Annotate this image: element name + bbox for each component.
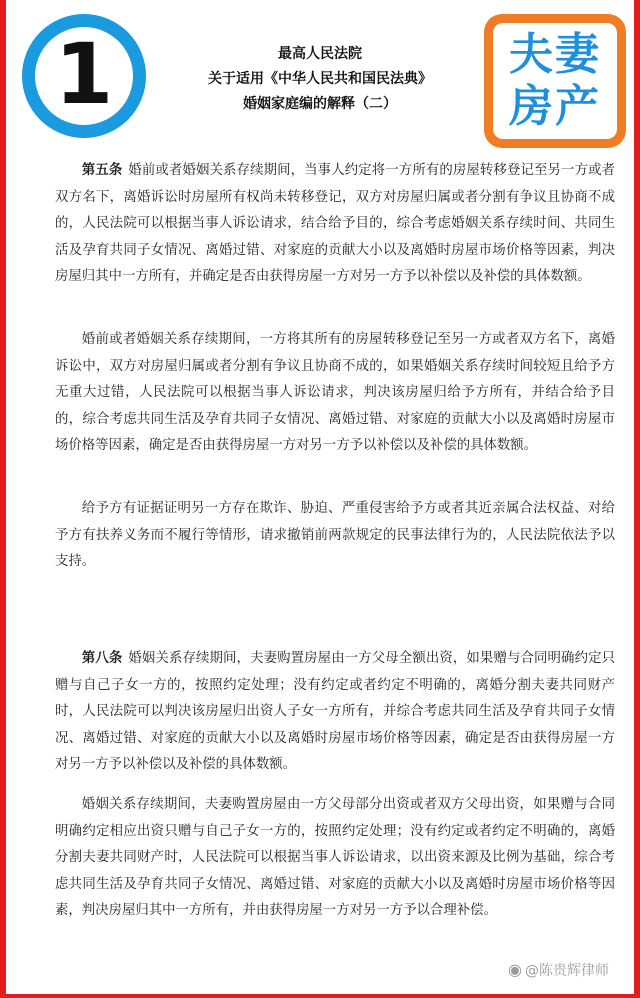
weibo-icon: ◉ xyxy=(508,960,522,979)
watermark-text: @陈贵辉律师 xyxy=(524,963,609,979)
paragraph-text: 婚前或者婚姻关系存续期间，一方将其所有的房屋转移登记至另一方或者双方名下，离婚诉讼中，双方对房屋归属或者分割有争议且协商不成的，如果婚姻关系存续时间较短且给予方无重大过错，人民法院可以根据当事人诉讼请求，判决该房屋归给予方所有，并结合给予目的，综合考虑共同生活及孕育共同子女情况、离婚过错、对家庭的贡献大小以及离婚时房屋市场价格等因素，确定是否由获得房屋一方对另一方予以补偿以及补偿的具体数额。 xyxy=(55,332,615,453)
header-line-2: 关于适用《中华人民共和国民法典》 xyxy=(208,71,432,87)
paragraph-text: 给予方有证据证明另一方存在欺诈、胁迫、严重侵害给予方或者其近亲属合法权益、对给予方有扶养义务而不履行等情形，请求撤销前两款规定的民事法律行为的，人民法院依法予以支持。 xyxy=(55,501,615,569)
article-paragraph xyxy=(55,158,615,291)
article-title: 第八条 xyxy=(81,651,123,666)
logo-line-1: 夫妻 xyxy=(509,29,601,80)
number-badge xyxy=(22,14,146,138)
paragraph-text: 婚前或者婚姻关系存续期间，当事人约定将一方所有的房屋转移登记至另一方或者双方名下，离婚诉讼时房屋所有权尚未转移登记，双方对房屋归属或者分割有争议且协商不成的，人民法院可以根据当事人诉讼请求，结合给予目的，综合考虑婚姻关系存续时间、共同生活及孕育共同子女情况、离婚过错、对家庭的贡献大小以及离婚时房屋市场价格等因素，判决房屋归其中一方所有，并确定是否由获得房屋一方对另一方予以补偿以及补偿的具体数额。 xyxy=(55,163,616,284)
article-title: 第五条 xyxy=(81,163,123,178)
bottom-border xyxy=(0,994,640,998)
weibo-watermark xyxy=(508,960,609,980)
paragraph-text: 婚姻关系存续期间，夫妻购置房屋由一方父母全额出资，如果赠与合同明确约定只赠与自己子女一方的，按照约定处理；没有约定或者约定不明确的，离婚分割夫妻共同财产时，人民法院可以判决该房屋归出资人子女一方所有，并综合考虑共同生活及孕育共同子女情况、离婚过错、对家庭的贡献大小以及离婚时房屋市场价格等因素，确定是否由获得房屋一方对另一方予以补偿以及补偿的具体数额。 xyxy=(55,651,616,772)
paragraph-text: 婚姻关系存续期间，夫妻购置房屋由一方父母部分出资或者双方父母出资，如果赠与合同明确约定相应出资只赠与自己子女一方的，按照约定处理；没有约定或者约定不明确的，离婚分割夫妻共同财产时，人民法院可以根据当事人诉讼请求，以出资来源及比例为基础，综合考虑共同生活及孕育共同子女情况、离婚过错、对家庭的贡献大小以及离婚时房屋市场价格等因素，判决房屋归其中一方所有，并由获得房屋一方对另一方予以合理补偿。 xyxy=(55,797,615,918)
document-header xyxy=(160,42,480,117)
header-line-3: 婚姻家庭编的解释（二） xyxy=(243,96,397,112)
logo-line-2: 房产 xyxy=(509,81,601,132)
article-paragraph xyxy=(55,327,615,460)
topic-logo xyxy=(484,14,626,148)
article-paragraph xyxy=(55,496,615,576)
article-paragraph xyxy=(55,646,615,779)
badge-number: 1 xyxy=(54,25,114,123)
logo-inner xyxy=(493,23,617,139)
header-line-1: 最高人民法院 xyxy=(278,46,362,62)
article-paragraph xyxy=(55,792,615,925)
